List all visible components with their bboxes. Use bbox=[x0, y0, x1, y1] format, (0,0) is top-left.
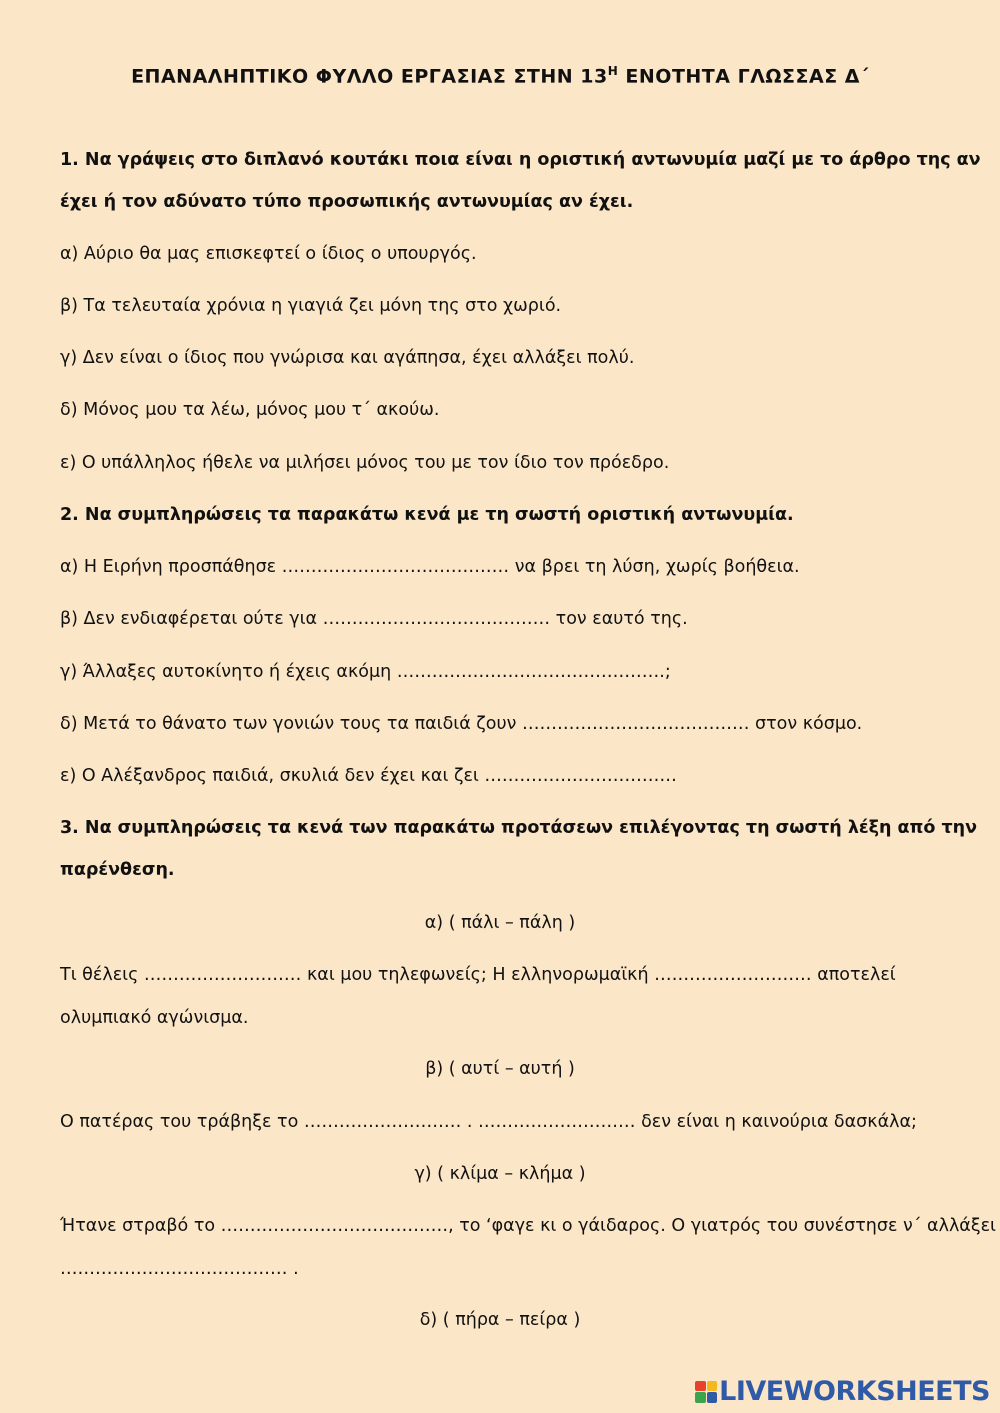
q3-c-line1[interactable]: Ήτανε στραβό το …………………………………, το ‘φαγε κι ο γάιδαρος. Ο γιατρός του συνέστησε ν΄ αλλάξει bbox=[60, 1216, 996, 1236]
q3-heading-line2: παρένθεση. bbox=[60, 860, 175, 880]
q3-choice-c: γ) ( κλίμα – κλήμα ) bbox=[414, 1164, 586, 1184]
q3-c-line2[interactable]: ………………………………… . bbox=[60, 1259, 299, 1279]
q3-b-line1[interactable]: Ο πατέρας του τράβηξε το ……………………… . ……………………… δεν είναι η καινούρια δασκάλα; bbox=[60, 1112, 917, 1132]
q3-choice-a: α) ( πάλι – πάλη ) bbox=[424, 913, 576, 933]
q1-item-a: α) Αύριο θα μας επισκεφτεί ο ίδιος ο υπουργός. bbox=[60, 244, 477, 264]
q1-item-e: ε) Ο υπάλληλος ήθελε να μιλήσει μόνος του με τον ίδιο τον πρόεδρο. bbox=[60, 453, 670, 473]
logo-mark-icon bbox=[695, 1381, 717, 1403]
q1-item-d: δ) Μόνος μου τα λέω, μόνος μου τ΄ ακούω. bbox=[60, 400, 440, 420]
q3-a-line1[interactable]: Τι θέλεις ……………………… και μου τηλεφωνείς; Η ελληνορωμαϊκή ……………………… αποτελεί bbox=[60, 965, 896, 985]
page-title: ΕΠΑΝΑΛΗΠΤΙΚΟ ΦΥΛΛΟ ΕΡΓΑΣΙΑΣ ΣΤΗΝ $13^H$ ΕΝΟΤΗΤΑ ΓΛΩΣΣΑΣ Δ΄ bbox=[131, 64, 869, 88]
logo-text: LIVEWORKSHEETS bbox=[719, 1376, 990, 1407]
q2-item-c[interactable]: γ) Άλλαξες αυτοκίνητο ή έχεις ακόμη ……………………………………….; bbox=[60, 662, 671, 682]
q2-heading: 2. Να συμπληρώσεις τα παρακάτω κενά με τη σωστή οριστική αντωνυμία. bbox=[60, 505, 794, 525]
q1-item-b: β) Τα τελευταία χρόνια η γιαγιά ζει μόνη της στο χωριό. bbox=[60, 296, 562, 316]
q3-a-line2: ολυμπιακό αγώνισμα. bbox=[60, 1008, 249, 1028]
q2-item-d[interactable]: δ) Μετά το θάνατο των γονιών τους τα παιδιά ζουν ………………………………… στον κόσμο. bbox=[60, 714, 863, 734]
q3-heading-line1: 3. Να συμπληρώσεις τα κενά των παρακάτω προτάσεων επιλέγοντας τη σωστή λέξη από την bbox=[60, 818, 978, 838]
q3-choice-b: β) ( αυτί – αυτή ) bbox=[425, 1059, 575, 1079]
q1-item-c: γ) Δεν είναι ο ίδιος που γνώρισα και αγάπησα, έχει αλλάξει πολύ. bbox=[60, 348, 635, 368]
q2-item-e[interactable]: ε) Ο Αλέξανδρος παιδιά, σκυλιά δεν έχει και ζει …………………………… bbox=[60, 766, 677, 786]
liveworksheets-logo bbox=[695, 1376, 990, 1407]
q1-heading-line2: έχει ή τον αδύνατο τύπο προσωπικής αντωνυμίας αν έχει. bbox=[60, 192, 634, 212]
q3-choice-d: δ) ( πήρα – πείρα ) bbox=[419, 1310, 581, 1330]
q2-item-b[interactable]: β) Δεν ενδιαφέρεται ούτε για ………………………………… τον εαυτό της. bbox=[60, 609, 688, 629]
q1-heading-line1: 1. Να γράψεις στο διπλανό κουτάκι ποια είναι η οριστική αντωνυμία μαζί με το άρθρο της αν bbox=[60, 150, 981, 170]
q2-item-a[interactable]: α) Η Ειρήνη προσπάθησε ………………………………… να βρει τη λύση, χωρίς βοήθεια. bbox=[60, 557, 800, 577]
